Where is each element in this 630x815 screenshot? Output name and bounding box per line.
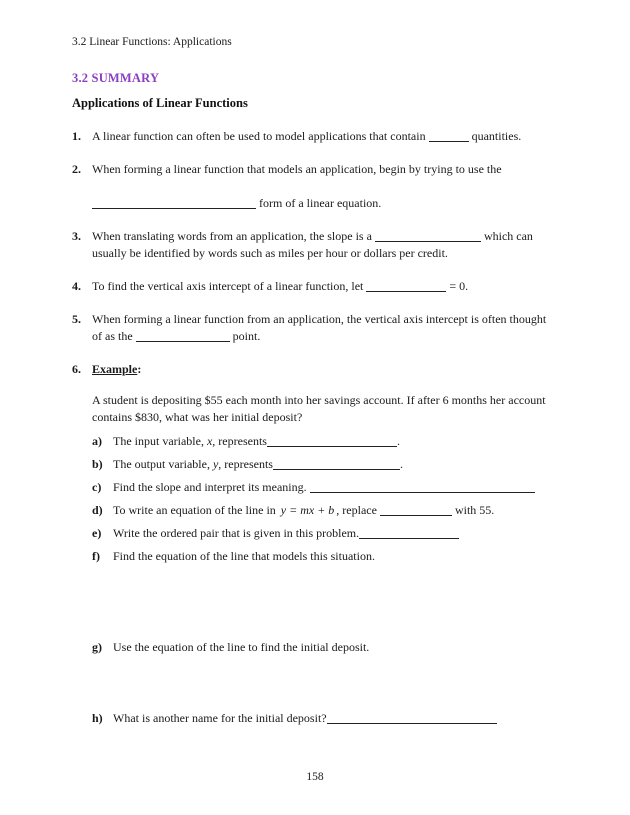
sub-item-text: , represents bbox=[212, 434, 267, 448]
list-item-3 bbox=[72, 228, 558, 262]
item-content bbox=[92, 311, 558, 345]
example-heading: Example bbox=[92, 362, 138, 376]
sub-item-content bbox=[113, 548, 558, 565]
sub-item-h bbox=[92, 710, 558, 727]
sub-item-content bbox=[113, 456, 558, 473]
sub-item-letter: d) bbox=[92, 503, 103, 517]
list-item-2 bbox=[72, 161, 558, 212]
item-content bbox=[92, 361, 558, 378]
sub-item-f bbox=[92, 548, 558, 565]
fill-in-blank bbox=[366, 279, 446, 292]
item-text: point. bbox=[232, 329, 261, 343]
item-number: 6. bbox=[72, 362, 81, 376]
sub-item-content bbox=[113, 502, 558, 519]
item-text: When translating words from an application, the slope is a bbox=[92, 229, 372, 243]
sub-item-g bbox=[92, 639, 558, 656]
sub-item-text: To write an equation of the line in bbox=[113, 503, 276, 517]
sub-item-letter: f) bbox=[92, 549, 100, 563]
list-item-5 bbox=[72, 311, 558, 345]
sub-item-e bbox=[92, 525, 558, 542]
sub-item-letter: e) bbox=[92, 526, 102, 540]
item-line bbox=[92, 328, 558, 345]
fill-in-blank bbox=[273, 457, 400, 470]
fill-in-blank bbox=[327, 711, 497, 724]
summary-title: 3.2 SUMMARY bbox=[72, 71, 160, 85]
running-header: 3.2 Linear Functions: Applications bbox=[72, 36, 232, 48]
sub-item-b bbox=[92, 456, 558, 473]
item-content bbox=[92, 228, 558, 262]
sub-item-text: , represents bbox=[218, 457, 273, 471]
item-text: When forming a linear function that models an application, begin by trying to use the bbox=[92, 162, 502, 176]
fill-in-blank bbox=[310, 480, 535, 493]
item-text: To find the vertical axis intercept of a linear function, let bbox=[92, 279, 364, 293]
list-item-1 bbox=[72, 128, 558, 145]
sub-item-text: The output variable, bbox=[113, 457, 210, 471]
sub-item-letter: b) bbox=[92, 457, 103, 471]
sub-item-letter: g) bbox=[92, 640, 102, 654]
item-text: = 0. bbox=[449, 279, 469, 293]
example-intro: A student is depositing $55 each month into her savings account. If after 6 months her account bbox=[92, 393, 546, 407]
equation-y-mx-b: y = mx + b bbox=[280, 503, 335, 517]
sub-item-text: Use the equation of the line to find the initial deposit. bbox=[113, 640, 370, 654]
variable-x: x bbox=[206, 434, 213, 448]
variable-y: y bbox=[212, 457, 219, 471]
list-item-4 bbox=[72, 278, 558, 295]
item-text: When forming a linear function from an application, the vertical axis intercept is often thought bbox=[92, 312, 547, 326]
sub-item-text: with 55. bbox=[454, 503, 495, 517]
item-text: of as the bbox=[92, 329, 133, 343]
item-text: A linear function can often be used to model applications that contain bbox=[92, 129, 426, 143]
fill-in-blank bbox=[429, 129, 469, 142]
item-text: which can bbox=[483, 229, 533, 243]
fill-in-blank bbox=[267, 434, 397, 447]
example-block bbox=[92, 392, 558, 727]
item-number: 2. bbox=[72, 162, 81, 176]
item-content bbox=[92, 128, 558, 145]
page-number: 158 bbox=[306, 771, 324, 783]
example-intro: contains $830, what was her initial deposit? bbox=[92, 410, 303, 424]
sub-item-text: . bbox=[399, 457, 403, 471]
sub-item-content bbox=[113, 479, 558, 496]
item-number: 3. bbox=[72, 229, 81, 243]
item-line bbox=[92, 195, 558, 212]
sub-item-content bbox=[113, 525, 558, 542]
item-content bbox=[92, 278, 558, 295]
section-subtitle: Applications of Linear Functions bbox=[72, 96, 248, 110]
item-text: usually be identified by words such as miles per hour or dollars per credit. bbox=[92, 246, 448, 260]
fill-in-blank bbox=[375, 229, 481, 242]
item-number: 5. bbox=[72, 312, 81, 326]
fill-in-blank bbox=[136, 329, 230, 342]
sub-item-text: Find the equation of the line that models this situation. bbox=[113, 549, 375, 563]
sub-item-letter: c) bbox=[92, 480, 102, 494]
item-text: quantities. bbox=[471, 129, 522, 143]
sub-item-letter: a) bbox=[92, 434, 102, 448]
example-heading-colon: : bbox=[137, 362, 142, 376]
item-number: 4. bbox=[72, 279, 81, 293]
item-text: form of a linear equation. bbox=[259, 196, 382, 210]
sub-item-text: Write the ordered pair that is given in this problem. bbox=[113, 526, 360, 540]
sub-item-text: , replace bbox=[336, 503, 377, 517]
item-line bbox=[92, 228, 558, 245]
fill-in-blank bbox=[359, 526, 459, 539]
list-item-6 bbox=[72, 361, 558, 378]
sub-item-content bbox=[113, 433, 558, 450]
sub-item-c bbox=[92, 479, 558, 496]
sub-item-text: The input variable, bbox=[113, 434, 204, 448]
sub-item-a bbox=[92, 433, 558, 450]
item-content bbox=[92, 161, 558, 212]
fill-in-blank bbox=[380, 503, 452, 516]
sub-item-content bbox=[113, 710, 558, 727]
sub-item-text: . bbox=[396, 434, 400, 448]
fill-in-blank bbox=[92, 196, 256, 209]
sub-item-text: Find the slope and interpret its meaning. bbox=[113, 480, 307, 494]
sub-item-d bbox=[92, 502, 558, 519]
sub-item-text: What is another name for the initial deposit? bbox=[113, 711, 327, 725]
sub-item-letter: h) bbox=[92, 711, 103, 725]
sub-item-content bbox=[113, 639, 558, 656]
item-number: 1. bbox=[72, 129, 81, 143]
